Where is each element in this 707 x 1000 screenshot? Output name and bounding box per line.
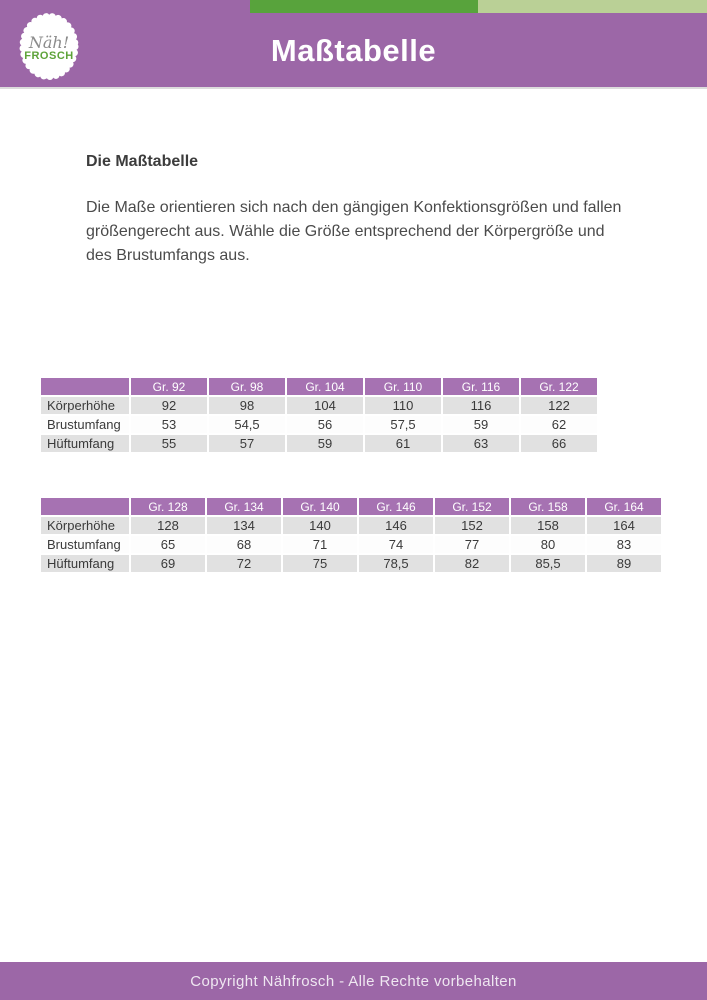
- size-table-92-122: [39, 376, 599, 454]
- measurement-cell: 110: [365, 397, 441, 414]
- section-heading: Die Maßtabelle: [86, 153, 199, 170]
- size-column-header: Gr. 104: [287, 378, 363, 395]
- header: [0, 0, 707, 89]
- table-row: [41, 397, 597, 414]
- measurement-cell: 140: [283, 517, 357, 534]
- measurement-cell: 152: [435, 517, 509, 534]
- light-green-bar: [478, 0, 707, 13]
- size-column-header: Gr. 152: [435, 498, 509, 515]
- measurement-cell: 57: [209, 435, 285, 452]
- measurement-cell: 134: [207, 517, 281, 534]
- table-row: [41, 517, 661, 534]
- size-column-header: Gr. 92: [131, 378, 207, 395]
- measurement-cell: 85,5: [511, 555, 585, 572]
- table-row: [41, 435, 597, 452]
- row-label: Hüftumfang: [41, 555, 129, 572]
- measurement-cell: 122: [521, 397, 597, 414]
- size-column-header: Gr. 158: [511, 498, 585, 515]
- table-row: [41, 555, 661, 572]
- measurement-cell: 74: [359, 536, 433, 553]
- measurement-cell: 158: [511, 517, 585, 534]
- size-column-header: Gr. 164: [587, 498, 661, 515]
- measurement-cell: 62: [521, 416, 597, 433]
- measurement-cell: 59: [287, 435, 363, 452]
- measurement-cell: 80: [511, 536, 585, 553]
- measurement-cell: 65: [131, 536, 205, 553]
- measurement-cell: 68: [207, 536, 281, 553]
- size-column-header: Gr. 146: [359, 498, 433, 515]
- measurement-cell: 77: [435, 536, 509, 553]
- measurement-cell: 92: [131, 397, 207, 414]
- intro-paragraph: Die Maße orientieren sich nach den gängigen Konfektionsgrößen und fallen größengerecht aus. Wähle die Größe entsprechend der Körpergröße und des Brustumfangs aus.: [86, 199, 622, 264]
- measurement-cell: 72: [207, 555, 281, 572]
- row-label: Brustumfang: [41, 416, 129, 433]
- measurement-cell: 98: [209, 397, 285, 414]
- size-column-header: Gr. 140: [283, 498, 357, 515]
- measurement-cell: 78,5: [359, 555, 433, 572]
- measurement-cell: 83: [587, 536, 661, 553]
- measurement-cell: 59: [443, 416, 519, 433]
- measurement-cell: 61: [365, 435, 441, 452]
- size-column-header: Gr. 122: [521, 378, 597, 395]
- measurement-cell: 55: [131, 435, 207, 452]
- measurement-cell: 69: [131, 555, 205, 572]
- measurement-table: [39, 496, 663, 574]
- corner-cell: [41, 378, 129, 395]
- measurement-cell: 104: [287, 397, 363, 414]
- measurement-cell: 63: [443, 435, 519, 452]
- measurement-cell: 57,5: [365, 416, 441, 433]
- measurement-cell: 53: [131, 416, 207, 433]
- row-label: Körperhöhe: [41, 397, 129, 414]
- table-header-row: [41, 378, 597, 395]
- footer: [0, 962, 707, 1000]
- copyright-text: Copyright Nähfrosch - Alle Rechte vorbehalten: [190, 972, 517, 990]
- size-column-header: Gr. 110: [365, 378, 441, 395]
- measurement-cell: 71: [283, 536, 357, 553]
- table-row: [41, 416, 597, 433]
- dark-green-bar: [250, 0, 478, 13]
- table-row: [41, 536, 661, 553]
- corner-cell: [41, 498, 129, 515]
- table-header-row: [41, 498, 661, 515]
- measurement-table: [39, 376, 599, 454]
- measurement-cell: 89: [587, 555, 661, 572]
- measurement-cell: 82: [435, 555, 509, 572]
- row-label: Brustumfang: [41, 536, 129, 553]
- measurement-cell: 56: [287, 416, 363, 433]
- measurement-cell: 75: [283, 555, 357, 572]
- size-column-header: Gr. 134: [207, 498, 281, 515]
- logo-script-text: Näh!: [28, 32, 70, 52]
- measurement-cell: 66: [521, 435, 597, 452]
- logo-brand-text: FROSCH: [24, 49, 74, 62]
- measurement-cell: 146: [359, 517, 433, 534]
- measurement-cell: 164: [587, 517, 661, 534]
- measurement-cell: 54,5: [209, 416, 285, 433]
- measurement-cell: 116: [443, 397, 519, 414]
- green-accent-bars: [250, 0, 707, 13]
- size-column-header: Gr. 116: [443, 378, 519, 395]
- size-column-header: Gr. 98: [209, 378, 285, 395]
- size-column-header: Gr. 128: [131, 498, 205, 515]
- page-title: Maßtabelle: [270, 33, 437, 68]
- row-label: Hüftumfang: [41, 435, 129, 452]
- size-table-128-164: [39, 496, 663, 574]
- row-label: Körperhöhe: [41, 517, 129, 534]
- measurement-cell: 128: [131, 517, 205, 534]
